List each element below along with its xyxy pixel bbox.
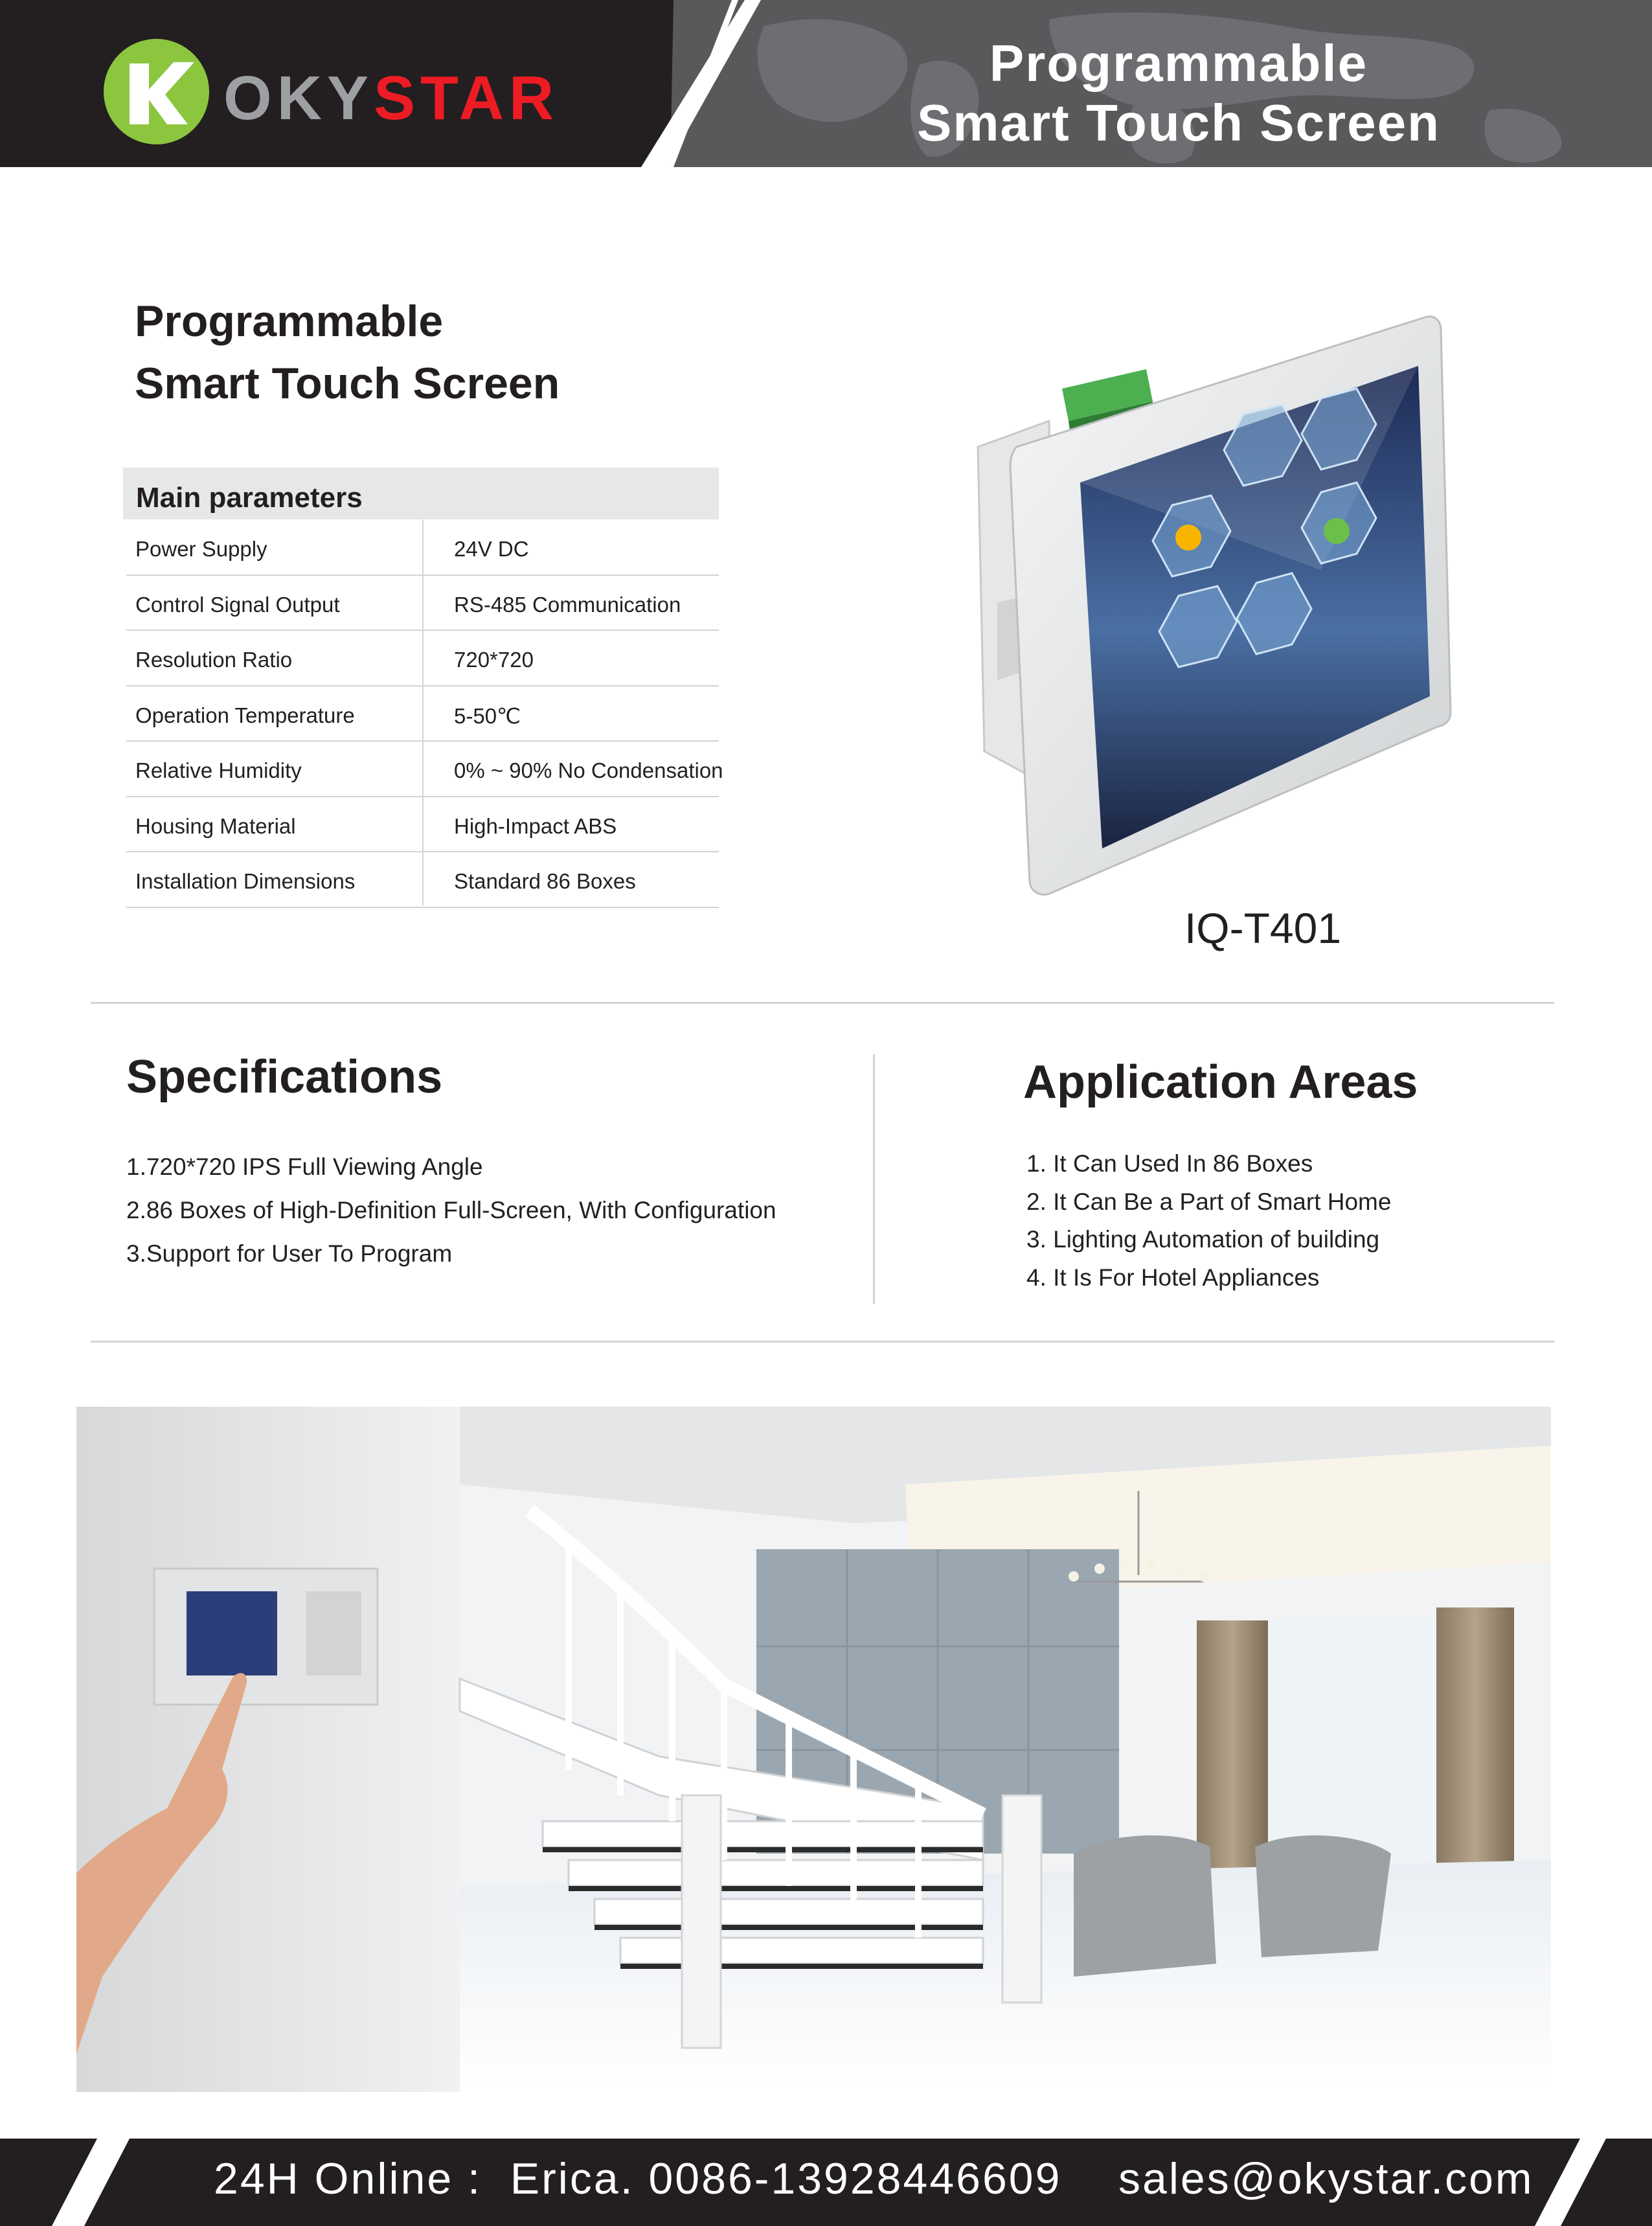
header-title-line1: Programmable [989,34,1368,92]
param-value: 5-50℃ [454,703,521,728]
brand-prefix: OKY [223,63,374,133]
list-item: 3. Lighting Automation of building [1026,1226,1380,1253]
param-key: Relative Humidity [135,758,302,782]
logo-mark [104,39,209,144]
specifications-list [126,1145,776,1275]
param-value: 720*720 [454,648,534,672]
param-key: Operation Temperature [135,703,355,727]
list-item: 1. It Can Used In 86 Boxes [1026,1150,1313,1177]
column-divider [873,1054,875,1304]
footer-contact [214,2153,1534,2204]
footer-email[interactable]: sales@okystar.com [1118,2154,1534,2203]
touch-panel-product-image [958,298,1464,920]
param-key: Power Supply [135,537,267,561]
section-divider-top [91,1002,1554,1004]
footer-online: 24H Online : [214,2154,482,2203]
param-value: 24V DC [454,537,529,561]
param-key: Installation Dimensions [135,869,356,893]
list-item: 2.86 Boxes of High-Definition Full-Screen, With Configuration [126,1197,776,1223]
footer-phone[interactable]: Erica. 0086-13928446609 [510,2154,1062,2203]
list-item: 4. It Is For Hotel Appliances [1026,1264,1320,1291]
param-value: High-Impact ABS [454,813,617,838]
header-title-line2: Smart Touch Screen [916,94,1441,152]
param-key: Housing Material [135,813,296,838]
product-title-line1: Programmable [135,297,444,346]
parameters-heading: Main parameters [136,482,363,514]
section-divider-bottom [91,1341,1554,1343]
header-title [855,34,1502,153]
param-value: Standard 86 Boxes [454,869,636,893]
brand-suffix: STAR [374,63,560,133]
param-value: RS-485 Communication [454,592,681,617]
application-areas-list [1026,1145,1391,1297]
model-number: IQ-T401 [1184,904,1342,952]
list-item: 2. It Can Be a Part of Smart Home [1026,1188,1392,1215]
product-title-line2: Smart Touch Screen [135,359,560,408]
list-item: 3.Support for User To Program [126,1240,453,1267]
specifications-title: Specifications [126,1051,443,1103]
table-column-divider [422,520,424,905]
interior-scene-photo [76,1407,1551,2092]
param-key: Control Signal Output [135,592,340,617]
application-areas-title: Application Areas [1023,1056,1418,1108]
param-value: 0% ~ 90% No Condensation [454,758,723,782]
brand-logotype [223,63,560,133]
header-banner [0,0,1652,167]
param-key: Resolution Ratio [135,648,293,672]
parameters-heading-bar [123,468,719,519]
product-title [135,290,560,415]
logo-k-icon [104,39,209,144]
list-item: 1.720*720 IPS Full Viewing Angle [126,1153,483,1180]
